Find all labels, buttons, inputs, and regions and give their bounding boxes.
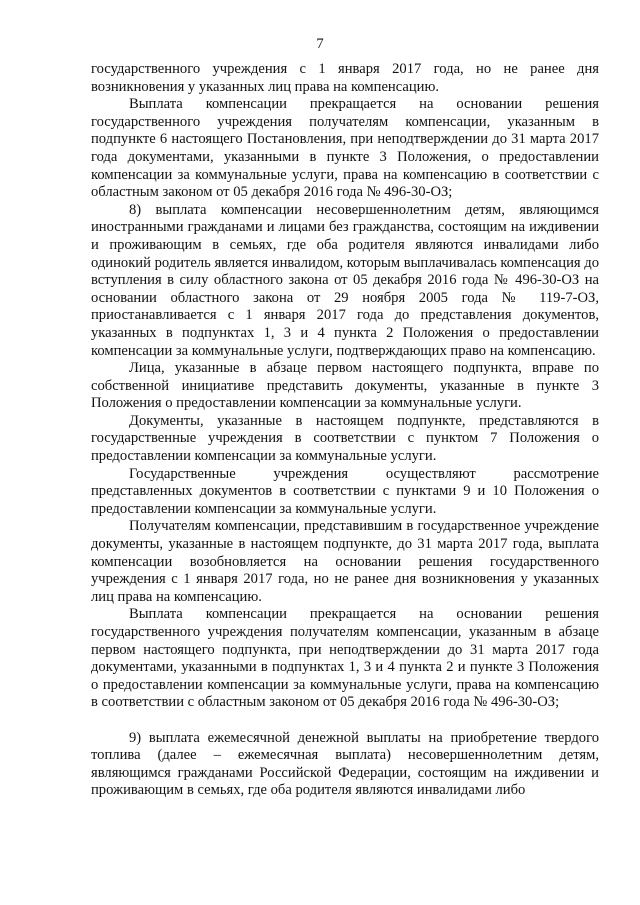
- paragraph-continuation: государственного учреждения с 1 января 2017 года, но не ранее дня возникновения у указанных лиц права на компенсацию.: [91, 61, 599, 95]
- paragraph-item-8: 8) выплата компенсации несовершеннолетним детям, являющимся иностранными гражданами и лицами без гражданства, состоящим на иждивении и проживающим в семьях, где оба родителя являются инвалидами либо одинокий родитель является инвалидом, которым выплачивалась компенсация до вступления в силу областного закона от 05 декабря 2016 года № 496-30-ОЗ на основании областного закона от 29 ноября 2005 года № 119-7-ОЗ, приостанавливается с 1 января 2017 года до представления документов, указанных в подпунктах 1, 3 и 4 пункта 2 Положения о предоставлении компенсации за коммунальные услуги, подтверждающих право на компенсацию.: [91, 201, 599, 359]
- paragraph-own-initiative: Лица, указанные в абзаце первом настоящего подпункта, вправе по собственной инициативе представить документы, указанные в пункте 3 Положения о предоставлении компенсации за коммунальные услуги.: [91, 360, 599, 412]
- paragraph-termination-sub8: Выплата компенсации прекращается на основании решения государственного учреждения получателям компенсации, указанным в абзаце первом настоящего подпункта, при неподтверждении до 31 марта 2017 года документами, указанными в подпунктах 1, 3 и 4 пункта 2 и пункте 3 Положения о предоставлении компенсации за коммунальные услуги, права на компенсацию в соответствии с областным законом от 05 декабря 2016 года № 496-30-ОЗ;: [91, 606, 599, 711]
- document-body: [91, 61, 599, 800]
- paragraph-item-9: 9) выплата ежемесячной денежной выплаты на приобретение твердого топлива (далее – ежемесячная выплата) несовершеннолетним детям, являющимся гражданами Российской Федерации, состоящим на иждивении и проживающим в семьях, где оба родителя являются инвалидами либо: [91, 729, 599, 799]
- paragraph-resumption: Получателям компенсации, представившим в государственное учреждение документы, указанные в настоящем подпункте, до 31 марта 2017 года, выплата компенсации возобновляется на основании решения государственного учреждения с 1 января 2017 года, но не ранее дня возникновения у указанных лиц права на компенсацию.: [91, 518, 599, 605]
- page-number: 7: [316, 36, 324, 52]
- paragraph-termination-sub6: Выплата компенсации прекращается на основании решения государственного учреждения получателям компенсации, указанным в подпункте 6 настоящего Постановления, при неподтверждении до 31 марта 2017 года документами, указанными в пункте 3 Положения, о предоставлении компенсации за коммунальные услуги, права на компенсацию в соответствии с областным законом от 05 декабря 2016 года № 496-30-ОЗ;: [91, 96, 599, 201]
- paragraph-documents-submitted: Документы, указанные в настоящем подпункте, представляются в государственные учреждения в соответствии с пунктом 7 Положения о предоставлении компенсации за коммунальные услуги.: [91, 412, 599, 465]
- paragraph-review: Государственные учреждения осуществляют рассмотрение представленных документов в соответствии с пунктами 9 и 10 Положения о предоставлении компенсации за коммунальные услуги.: [91, 465, 599, 517]
